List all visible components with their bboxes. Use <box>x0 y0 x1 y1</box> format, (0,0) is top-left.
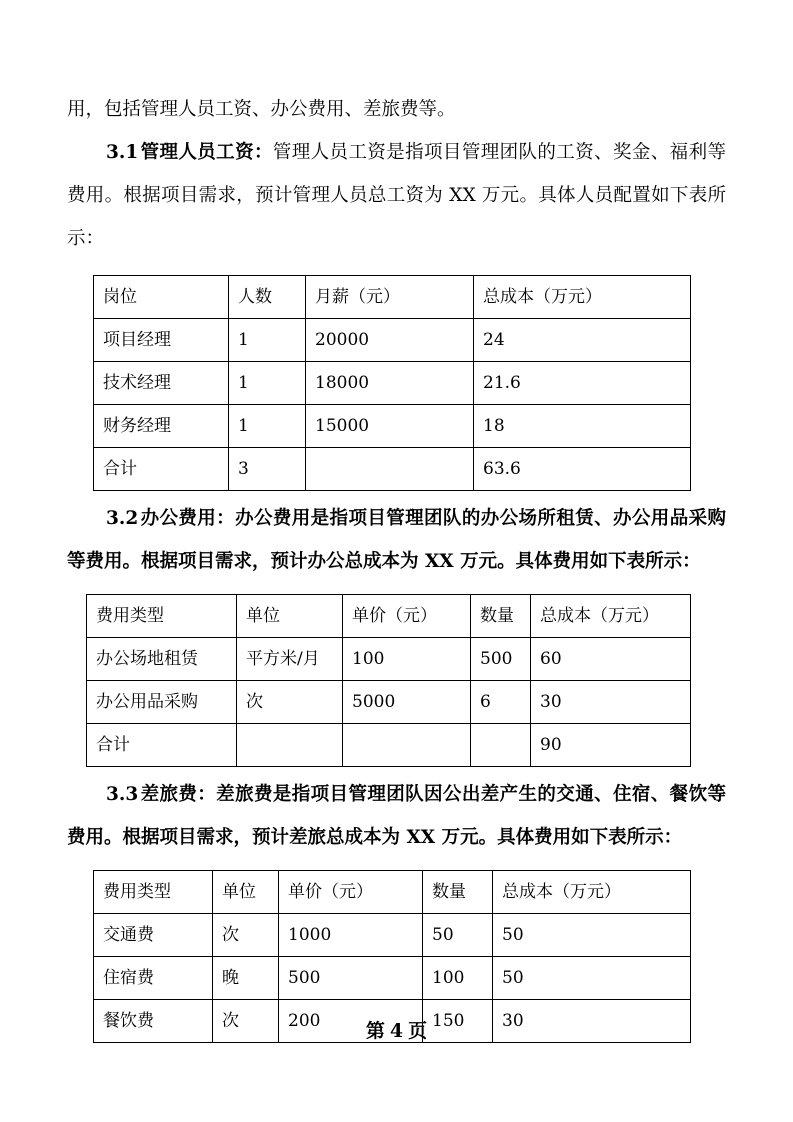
paragraph-3-3 <box>67 773 726 859</box>
table-cell: 6 <box>471 681 531 724</box>
table-cell: 办公用品采购 <box>87 681 237 724</box>
table-cell: 3 <box>229 448 306 491</box>
table-row <box>94 957 691 1000</box>
table-cell: 交通费 <box>94 914 213 957</box>
table-row <box>94 319 691 362</box>
table-cell: 21.6 <box>474 362 691 405</box>
table-cell: 100 <box>343 638 471 681</box>
table-header-cell: 费用类型 <box>87 595 237 638</box>
table-header-cell: 总成本（万元） <box>493 871 691 914</box>
table-header-row <box>87 595 691 638</box>
table-cell: 住宿费 <box>94 957 213 1000</box>
table-total-row <box>94 448 691 491</box>
table-cell: 63.6 <box>474 448 691 491</box>
table-cell: 次 <box>213 914 279 957</box>
section-lead-3-3: 差旅费： <box>140 784 217 805</box>
table-cell: 次 <box>213 1000 279 1043</box>
table-cell: 18 <box>474 405 691 448</box>
page-label-prefix: 第 <box>365 1020 385 1042</box>
table-staff-salary <box>93 275 691 491</box>
page-footer <box>0 1016 793 1043</box>
table-cell: 1 <box>229 362 306 405</box>
table-header-cell: 费用类型 <box>94 871 213 914</box>
section-lead-3-1: 管理人员工资： <box>140 142 273 163</box>
table-cell: 次 <box>237 681 343 724</box>
table-cell: 150 <box>423 1000 493 1043</box>
table-total-row <box>87 724 691 767</box>
table-cell: 晚 <box>213 957 279 1000</box>
table-cell: 200 <box>279 1000 423 1043</box>
table-cell: 餐饮费 <box>94 1000 213 1043</box>
table-header-row <box>94 276 691 319</box>
table-cell: 合计 <box>94 448 229 491</box>
table-cell: 24 <box>474 319 691 362</box>
paragraph-3-1 <box>67 131 726 260</box>
table-row <box>94 405 691 448</box>
table-header-cell: 人数 <box>229 276 306 319</box>
table-cell: 50 <box>493 914 691 957</box>
table-cell: 50 <box>423 914 493 957</box>
table-header-cell: 总成本（万元） <box>531 595 691 638</box>
section-number-3-1: 3.1 <box>106 142 139 163</box>
table-cell: 平方米/月 <box>237 638 343 681</box>
table-cell: 90 <box>531 724 691 767</box>
table-header-cell: 单价（元） <box>279 871 423 914</box>
table-cell <box>306 448 474 491</box>
table-header-row <box>94 871 691 914</box>
table-cell: 项目经理 <box>94 319 229 362</box>
table-cell <box>471 724 531 767</box>
table-cell: 50 <box>493 957 691 1000</box>
table-header-cell: 数量 <box>423 871 493 914</box>
table-cell <box>237 724 343 767</box>
section-body-3-1: 管理人员工资是指项目管理团队的工资、奖金、福利等费用。根据项目需求，预计管理人员总工资为 XX 万元。具体人员配置如下表所示： <box>67 142 726 249</box>
table-header-cell: 单位 <box>213 871 279 914</box>
table-header-cell: 单价（元） <box>343 595 471 638</box>
table-cell: 30 <box>493 1000 691 1043</box>
table-cell: 18000 <box>306 362 474 405</box>
page-number: 4 <box>389 1020 404 1042</box>
page-content <box>67 88 726 1043</box>
table-cell: 1 <box>229 319 306 362</box>
table-cell: 15000 <box>306 405 474 448</box>
table-cell: 办公场地租赁 <box>87 638 237 681</box>
section-number-3-2: 3.2 <box>106 508 139 529</box>
table-cell: 500 <box>471 638 531 681</box>
table-cell: 1000 <box>279 914 423 957</box>
table-row <box>87 681 691 724</box>
table-cell: 60 <box>531 638 691 681</box>
table-cell: 合计 <box>87 724 237 767</box>
section-body-3-2: 办公费用是指项目管理团队的办公场所租赁、办公用品采购等费用。根据项目需求，预计办公总成本为 XX 万元。具体费用如下表所示： <box>67 508 726 572</box>
table-header-cell: 数量 <box>471 595 531 638</box>
table-cell: 1 <box>229 405 306 448</box>
table-row <box>94 914 691 957</box>
table-cell: 30 <box>531 681 691 724</box>
section-number-3-3: 3.3 <box>106 784 139 805</box>
table-header-cell: 总成本（万元） <box>474 276 691 319</box>
table-cell: 技术经理 <box>94 362 229 405</box>
table-header-cell: 岗位 <box>94 276 229 319</box>
page-label-suffix: 页 <box>408 1020 428 1042</box>
section-lead-3-2: 办公费用： <box>140 508 236 529</box>
table-header-cell: 月薪（元） <box>306 276 474 319</box>
table-office-cost <box>86 594 691 767</box>
table-cell: 20000 <box>306 319 474 362</box>
table-cell: 500 <box>279 957 423 1000</box>
table-header-cell: 单位 <box>237 595 343 638</box>
paragraph-intro-text: 用，包括管理人员工资、办公费用、差旅费等。 <box>67 99 456 120</box>
table-row <box>94 362 691 405</box>
table-row <box>87 638 691 681</box>
table-cell: 5000 <box>343 681 471 724</box>
table-cell: 100 <box>423 957 493 1000</box>
paragraph-3-2 <box>67 497 726 583</box>
table-cell: 财务经理 <box>94 405 229 448</box>
section-body-3-3: 差旅费是指项目管理团队因公出差产生的交通、住宿、餐饮等费用。根据项目需求，预计差旅总成本为 XX 万元。具体费用如下表所示： <box>67 784 726 848</box>
table-cell <box>343 724 471 767</box>
paragraph-intro-continued <box>67 88 726 131</box>
